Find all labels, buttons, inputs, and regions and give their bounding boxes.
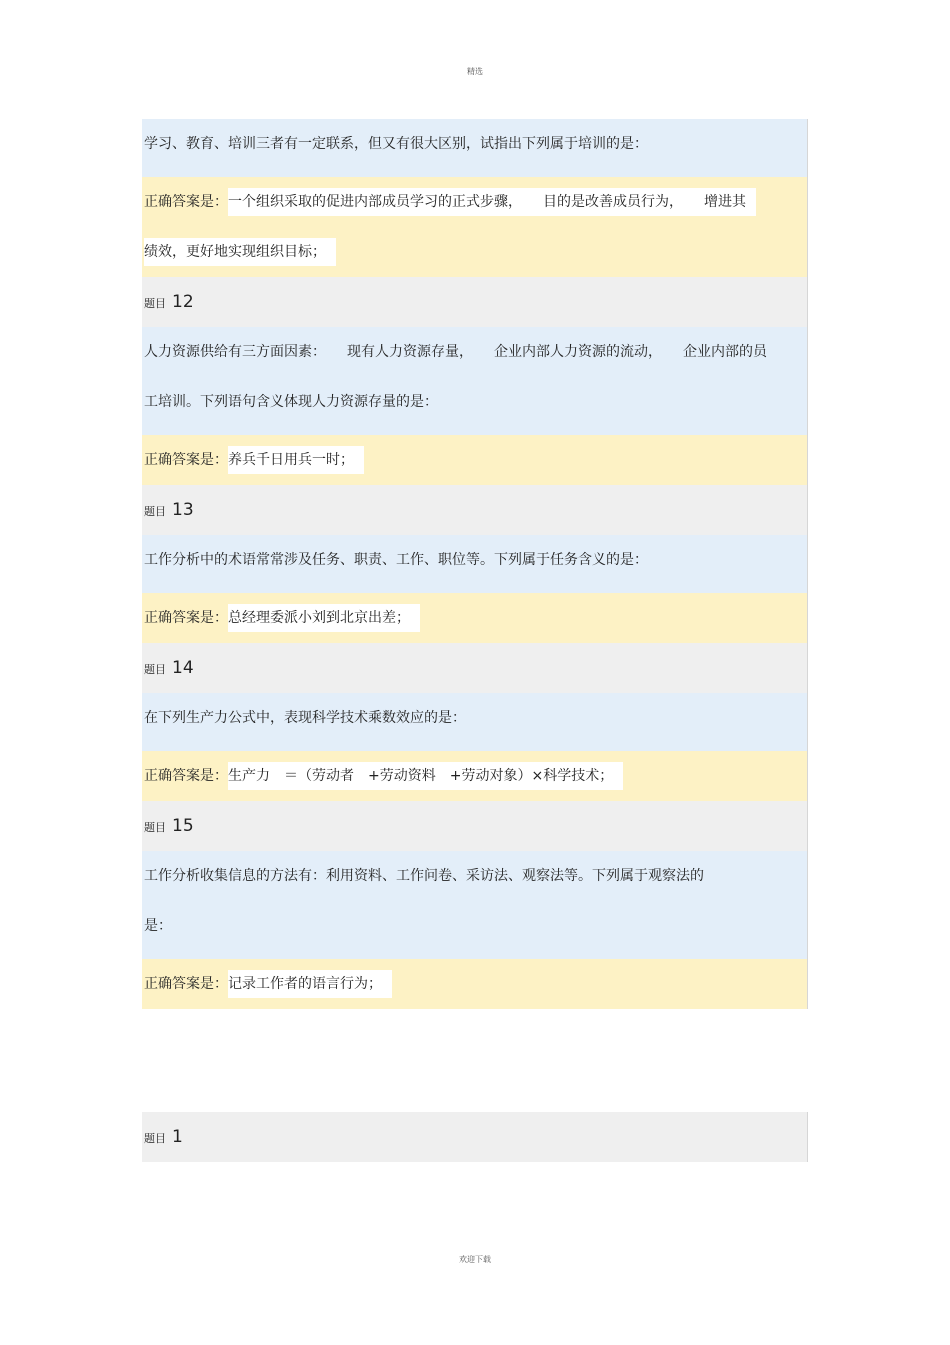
answer-text-cont: 绩效，更好地实现组织目标； xyxy=(144,238,336,266)
answer-block xyxy=(142,959,807,1009)
question-title: 题目 1 xyxy=(142,1112,807,1162)
question-text: 工作分析中的术语常常涉及任务、职责、工作、职位等。下列属于任务含义的是： xyxy=(142,535,807,593)
question-title: 题目 14 xyxy=(142,643,807,693)
page-header: 精选 xyxy=(467,67,483,76)
question-number: 13 xyxy=(172,500,194,520)
question-number: 15 xyxy=(172,816,194,836)
question-number: 14 xyxy=(172,658,194,678)
question-text: 学习、教育、培训三者有一定联系，但又有很大区别，试指出下列属于培训的是： xyxy=(142,119,807,177)
answer-text: 记录工作者的语言行为； xyxy=(228,970,392,998)
answer-block xyxy=(142,593,807,643)
question-text: 人力资源供给有三方面因素： 现有人力资源存量， 企业内部人力资源的流动， 企业内部的员 工培训。下列语句含义体现人力资源存量的是： xyxy=(142,327,807,435)
question-number: 1 xyxy=(172,1127,183,1147)
answer-block xyxy=(142,751,807,801)
answer-label: 正确答案是： xyxy=(144,610,228,626)
answer-label: 正确答案是： xyxy=(144,976,228,992)
page-footer: 欢迎下载 xyxy=(459,1255,491,1264)
answer-block xyxy=(142,177,807,277)
answer-label: 正确答案是： xyxy=(144,452,228,468)
question-title: 题目 15 xyxy=(142,801,807,851)
answer-label: 正确答案是： xyxy=(144,768,228,784)
answer-text: 养兵千日用兵一时； xyxy=(228,446,364,474)
answer-text: 生产力 ＝（劳动者 +劳动资料 +劳动对象）×科学技术； xyxy=(228,762,623,790)
answer-block xyxy=(142,435,807,485)
answer-label: 正确答案是： xyxy=(144,194,228,210)
question-title: 题目 13 xyxy=(142,485,807,535)
answer-text: 总经理委派小刘到北京出差； xyxy=(228,604,420,632)
question-title: 题目 12 xyxy=(142,277,807,327)
question-number: 12 xyxy=(172,292,194,312)
answer-text: 一个组织采取的促进内部成员学习的正式步骤， 目的是改善成员行为， 增进其 xyxy=(228,188,756,216)
quiz-section-2 xyxy=(142,1112,808,1162)
question-text: 在下列生产力公式中，表现科学技术乘数效应的是： xyxy=(142,693,807,751)
quiz-section xyxy=(142,119,808,1009)
question-text: 工作分析收集信息的方法有：利用资料、工作问卷、采访法、观察法等。下列属于观察法的 是： xyxy=(142,851,807,959)
